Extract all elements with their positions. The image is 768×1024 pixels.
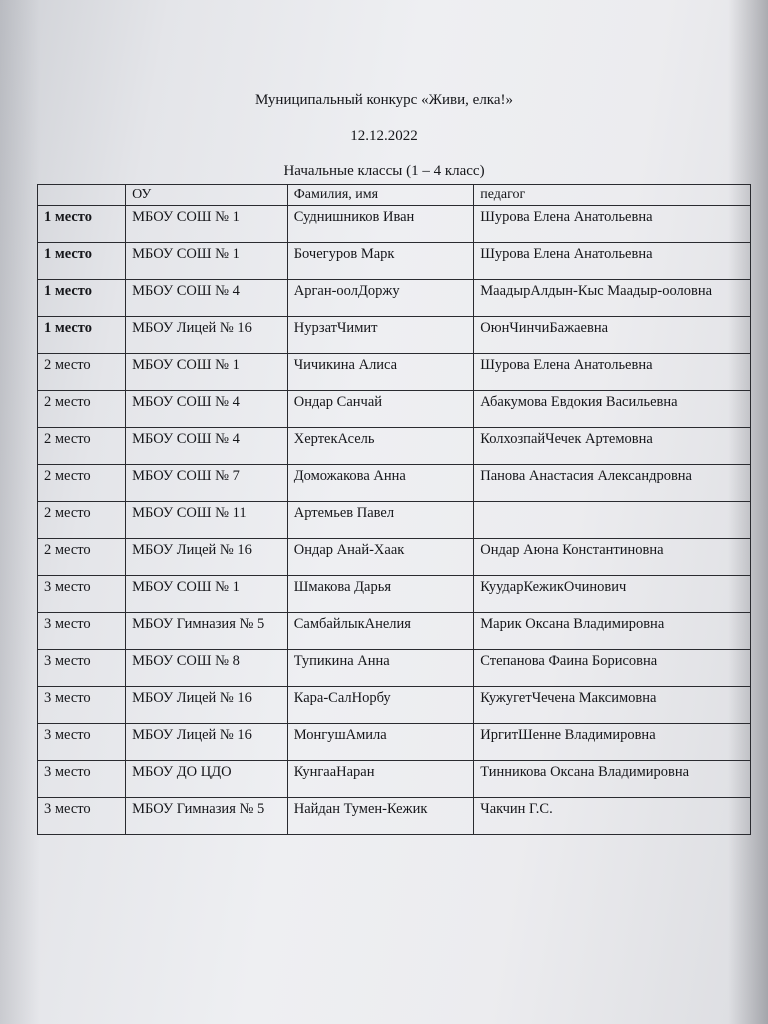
school-cell: МБОУ Лицей № 16 — [126, 538, 288, 575]
name-cell: Ондар Санчай — [287, 390, 474, 427]
name-cell: Чичикина Алиса — [287, 353, 474, 390]
school-cell: МБОУ Лицей № 16 — [126, 686, 288, 723]
name-cell: МонгушАмила — [287, 723, 474, 760]
school-cell: МБОУ Лицей № 16 — [126, 723, 288, 760]
place-cell: 3 место — [38, 612, 126, 649]
table-row — [38, 464, 751, 501]
name-cell: Тупикина Анна — [287, 649, 474, 686]
header-teacher: педагог — [474, 185, 751, 206]
place-cell: 2 место — [38, 538, 126, 575]
name-cell: Доможакова Анна — [287, 464, 474, 501]
teacher-cell: Шурова Елена Анатольевна — [474, 353, 751, 390]
school-cell: МБОУ СОШ № 8 — [126, 649, 288, 686]
table-row — [38, 353, 751, 390]
teacher-cell: КуударКежикОчинович — [474, 575, 751, 612]
place-cell: 2 место — [38, 390, 126, 427]
teacher-cell: КужугетЧечена Максимовна — [474, 686, 751, 723]
school-cell: МБОУ СОШ № 1 — [126, 575, 288, 612]
results-table — [37, 184, 751, 835]
teacher-cell: Шурова Елена Анатольевна — [474, 242, 751, 279]
place-cell: 3 место — [38, 723, 126, 760]
name-cell: Суднишников Иван — [287, 205, 474, 242]
teacher-cell: Тинникова Оксана Владимировна — [474, 760, 751, 797]
name-cell: СамбайлыкАнелия — [287, 612, 474, 649]
teacher-cell: Абакумова Евдокия Васильевна — [474, 390, 751, 427]
table-row — [38, 760, 751, 797]
document-date: 12.12.2022 — [350, 128, 418, 144]
table-row — [38, 612, 751, 649]
place-cell: 1 место — [38, 242, 126, 279]
school-cell: МБОУ СОШ № 4 — [126, 279, 288, 316]
place-cell: 1 место — [38, 205, 126, 242]
school-cell: МБОУ Лицей № 16 — [126, 316, 288, 353]
table-row — [38, 686, 751, 723]
name-cell: НурзатЧимит — [287, 316, 474, 353]
table-row — [38, 390, 751, 427]
page-shadow-left — [0, 0, 40, 1024]
teacher-cell: Марик Оксана Владимировна — [474, 612, 751, 649]
teacher-cell — [474, 501, 751, 538]
school-cell: МБОУ СОШ № 1 — [126, 205, 288, 242]
document-title: Муниципальный конкурс «Живи, елка!» — [254, 92, 514, 108]
teacher-cell: Степанова Фаина Борисовна — [474, 649, 751, 686]
table-row — [38, 427, 751, 464]
place-cell: 2 место — [38, 427, 126, 464]
name-cell: Ондар Анай-Хаак — [287, 538, 474, 575]
place-cell: 1 место — [38, 279, 126, 316]
document-subtitle: Начальные классы (1 – 4 класс) — [283, 163, 485, 179]
school-cell: МБОУ Гимназия № 5 — [126, 612, 288, 649]
header-school: ОУ — [126, 185, 288, 206]
name-cell: КунгааНаран — [287, 760, 474, 797]
table-row — [38, 723, 751, 760]
table-row — [38, 575, 751, 612]
header-name: Фамилия, имя — [287, 185, 474, 206]
table-row — [38, 797, 751, 834]
school-cell: МБОУ СОШ № 7 — [126, 464, 288, 501]
place-cell: 3 место — [38, 649, 126, 686]
teacher-cell: ИргитШенне Владимировна — [474, 723, 751, 760]
teacher-cell: Панова Анастасия Александровна — [474, 464, 751, 501]
name-cell: Артемьев Павел — [287, 501, 474, 538]
place-cell: 1 место — [38, 316, 126, 353]
school-cell: МБОУ СОШ № 1 — [126, 353, 288, 390]
name-cell: Бочегуров Марк — [287, 242, 474, 279]
teacher-cell: МаадырАлдын-Кыс Маадыр-ооловна — [474, 279, 751, 316]
table-row — [38, 501, 751, 538]
name-cell: Шмакова Дарья — [287, 575, 474, 612]
teacher-cell: ОюнЧинчиБажаевна — [474, 316, 751, 353]
name-cell: Арган-оолДоржу — [287, 279, 474, 316]
name-cell: Кара-СалНорбу — [287, 686, 474, 723]
table-row — [38, 538, 751, 575]
place-cell: 3 место — [38, 797, 126, 834]
table-row — [38, 316, 751, 353]
place-cell: 3 место — [38, 760, 126, 797]
place-cell: 2 место — [38, 353, 126, 390]
place-cell: 3 место — [38, 686, 126, 723]
teacher-cell: Чакчин Г.С. — [474, 797, 751, 834]
place-cell: 2 место — [38, 501, 126, 538]
table-row — [38, 205, 751, 242]
school-cell: МБОУ СОШ № 4 — [126, 390, 288, 427]
name-cell: ХертекАсель — [287, 427, 474, 464]
school-cell: МБОУ Гимназия № 5 — [126, 797, 288, 834]
table-row — [38, 242, 751, 279]
table-row — [38, 279, 751, 316]
school-cell: МБОУ СОШ № 4 — [126, 427, 288, 464]
teacher-cell: Шурова Елена Анатольевна — [474, 205, 751, 242]
teacher-cell: КолхозпайЧечек Артемовна — [474, 427, 751, 464]
name-cell: Найдан Тумен-Кежик — [287, 797, 474, 834]
school-cell: МБОУ ДО ЦДО — [126, 760, 288, 797]
header-place — [38, 185, 126, 206]
place-cell: 2 место — [38, 464, 126, 501]
place-cell: 3 место — [38, 575, 126, 612]
table-row — [38, 649, 751, 686]
teacher-cell: Ондар Аюна Константиновна — [474, 538, 751, 575]
table-header-row — [38, 185, 751, 206]
school-cell: МБОУ СОШ № 1 — [126, 242, 288, 279]
school-cell: МБОУ СОШ № 11 — [126, 501, 288, 538]
